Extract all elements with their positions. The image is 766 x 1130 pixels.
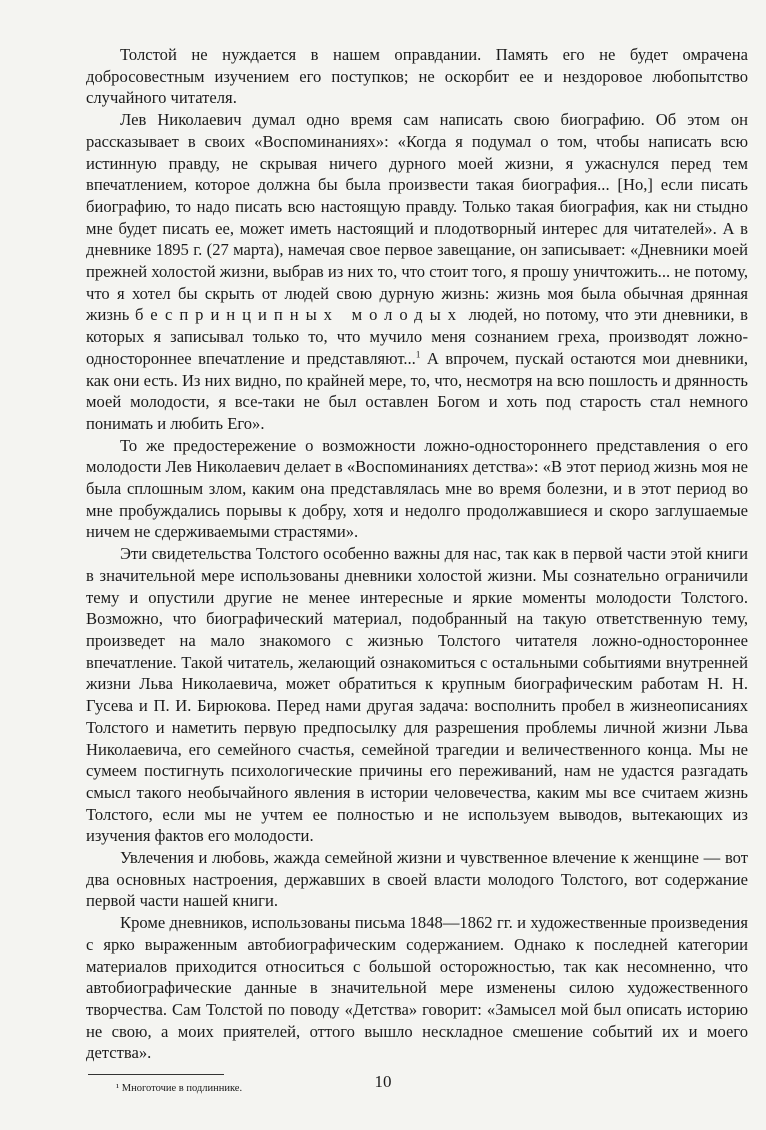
page-number: 10 xyxy=(374,1072,392,1091)
paragraph-2-part-2: людей, но потому, что эти дневники, в которых я записывал только то, что мучило меня сознанием греха, производят ложно-одностороннее впечатление и представляют... xyxy=(86,305,748,368)
paragraph-1: Толстой не нуждается в нашем оправдании. Память его не будет омрачена добросовестным изучением его поступков; не оскорбит ее и нездоровое любопытство случайного читателя. xyxy=(86,45,748,108)
paragraph-3: То же предостережение о возможности ложно-одностороннего представления о его молодости Лев Николаевич делает в «Воспоминаниях детства»: «В этот период жизнь моя не была сплошным злом, каким она представлялась мне во время болезни, и в этот период во мне пробуждались порывы к добру, хотя и недолго продолжавшиеся и скоро заглушаемые ничем не сдерживаемыми страстями». xyxy=(86,435,748,542)
footnote: ¹ Многоточие в подлиннике. xyxy=(116,1083,243,1095)
paragraph-5: Увлечения и любовь, жажда семейной жизни и чувственное влечение к женщине — вот два основных настроения, державших в своей власти молодого Толстого, вот содержание первой части нашей книги. xyxy=(86,848,748,911)
paragraph-2 xyxy=(86,109,748,435)
footnote-marker: 1 xyxy=(415,349,421,360)
spaced-phrase: беспринципных молодых xyxy=(135,305,463,325)
paragraph-2-part-1: Лев Николаевич думал одно время сам написать свою биографию. Об этом он рассказывает в своих «Воспоминаниях»: «Когда я подумал о том, чтобы написать всю истинную правду, не скрывая ничего дурного моей жизни, я ужаснулся перед тем впечатлением, которое должна бы была произвести такая биография... [Но,] если писать биографию, то надо писать всю настоящую правду. Только такая биография, как ни стыдно мне будет писать ее, может иметь настоящий и плодотворный интерес для читателей». А в дневнике 1895 г. (27 марта), намечая свое первое завещание, он записывает: «Дневники моей прежней холостой жизни, выбрав из них то, что стоит того, я прошу уничтожить... не потому, что я хотел бы скрыть от людей свою дурную жизнь: жизнь моя была обычная дрянная жизнь xyxy=(86,110,748,325)
paragraph-6: Кроме дневников, использованы письма 1848—1862 гг. и художественные произведения с ярко выраженным автобиографическим содержанием. Однако к последней категории материалов приходится относиться с большой осторожностью, так как несомненно, что автобиографические данные в значительной мере изменены силою художественного творчества. Сам Толстой по поводу «Детства» говорит: «Замысел мой был описать историю не свою, а моих приятелей, оттого вышло нескладное смешение событий их и моего детства». xyxy=(86,913,748,1063)
paragraph-2-part-3: А впрочем, пускай остаются мои дневники, как они есть. Из них видно, по крайней мере, то, что, несмотря на всю пошлость и дрянность моей молодости, я все-таки не был оставлен Богом и хоть под старость стал немного понимать и любить Его». xyxy=(86,348,749,433)
page-body xyxy=(86,44,748,1094)
paragraph-4: Эти свидетельства Толстого особенно важны для нас, так как в первой части этой книги в значительной мере использованы дневники холостой жизни. Мы сознательно ограничили тему и опустили другие не менее интересные и яркие моменты молодости Толстого. Возможно, что биографический материал, подобранный на такую ответственную тему, произведет на мало знакомого с жизнью Толстого читателя ложно-одностороннее впечатление. Такой читатель, желающий ознакомиться с остальными событиями внутренней жизни Льва Николаевича, может обратиться к крупным биографическим работам Н. Н. Гусева и П. И. Бирюкова. Перед нами другая задача: восполнить пробел в жизнеописаниях Толстого и наметить первую предпосылку для разрешения проблемы личной жизни Льва Николаевича, его семейного счастья, семейной трагедии и величественного конца. Мы не сумеем постигнуть психологические причины его переживаний, нам не удастся разгадать смысл такого необычайного явления в истории человечества, каким мы все считаем жизнь Толстого, если мы не учтем ее полностью и не используем выводов, вытекающих из изучения фактов его молодости. xyxy=(86,544,748,846)
